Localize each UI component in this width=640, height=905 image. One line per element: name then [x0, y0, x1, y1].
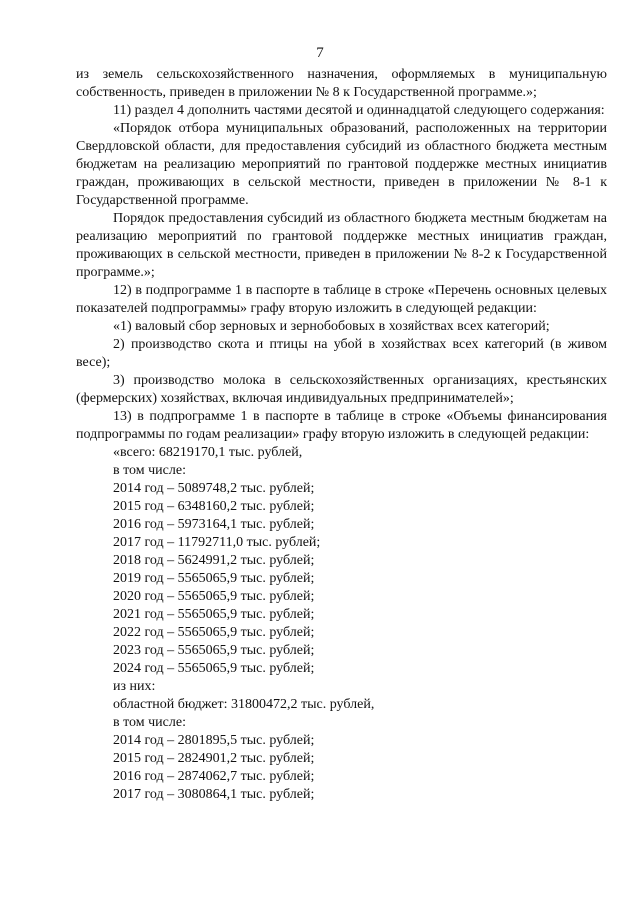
amount-line: 2017 год – 3080864,1 тыс. рублей;: [113, 787, 315, 802]
amount-line: 2018 год – 5624991,2 тыс. рублей;: [113, 553, 315, 568]
amount-line: «всего: 68219170,1 тыс. рублей,: [113, 445, 303, 460]
amount-line: 2024 год – 5565065,9 тыс. рублей;: [113, 661, 315, 676]
amount-line: 2017 год – 11792711,0 тыс. рублей;: [113, 535, 321, 550]
amount-line: 2019 год – 5565065,9 тыс. рублей;: [113, 571, 315, 586]
paragraph: из земель сельскохозяйственного назначения, оформляемых в муниципальную собственность, приведен в приложении № 8 к Государственной программе.»;: [76, 67, 607, 100]
amount-line: областной бюджет: 31800472,2 тыс. рублей,: [113, 697, 375, 712]
paragraph: 3) производство молока в сельскохозяйственных организациях, крестьянских (фермерских) хозяйствах, включая индивидуальных предпринимателей»;: [76, 373, 607, 406]
amount-line: 2022 год – 5565065,9 тыс. рублей;: [113, 625, 315, 640]
paragraph: 12) в подпрограмме 1 в паспорте в таблице в строке «Перечень основных целевых показателей подпрограммы» графу вторую изложить в следующей редакции:: [76, 283, 607, 316]
amount-line: 2016 год – 5973164,1 тыс. рублей;: [113, 517, 315, 532]
page-number: 7: [316, 45, 324, 61]
amount-line: 2014 год – 5089748,2 тыс. рублей;: [113, 481, 315, 496]
amount-line: 2020 год – 5565065,9 тыс. рублей;: [113, 589, 315, 604]
amount-line: 2015 год – 2824901,2 тыс. рублей;: [113, 751, 315, 766]
amount-line: из них:: [113, 679, 156, 694]
amount-line: 2014 год – 2801895,5 тыс. рублей;: [113, 733, 315, 748]
paragraph: «1) валовый сбор зерновых и зернобобовых в хозяйствах всех категорий;: [113, 319, 550, 334]
paragraph: 13) в подпрограмме 1 в паспорте в таблице в строке «Объемы финансирования подпрограммы по годам реализации» графу вторую изложить в следующей редакции:: [76, 409, 607, 442]
amount-line: 2015 год – 6348160,2 тыс. рублей;: [113, 499, 315, 514]
amount-line: в том числе:: [113, 715, 186, 730]
funding-amounts: [76, 444, 607, 804]
amount-line: 2016 год – 2874062,7 тыс. рублей;: [113, 769, 315, 784]
amount-line: 2023 год – 5565065,9 тыс. рублей;: [113, 643, 315, 658]
paragraph: 11) раздел 4 дополнить частями десятой и одиннадцатой следующего содержания:: [113, 103, 605, 118]
amount-line: в том числе:: [113, 463, 186, 478]
paragraph: 2) производство скота и птицы на убой в хозяйствах всех категорий (в живом весе);: [76, 337, 607, 370]
amount-line: 2021 год – 5565065,9 тыс. рублей;: [113, 607, 315, 622]
paragraph: «Порядок отбора муниципальных образований, расположенных на территории Свердловской области, для предоставления субсидий из областного бюджета местным бюджетам на реализацию мероприятий по грантовой поддержке местных инициатив граждан, проживающих в сельской местности, приведен в приложении № 8-1 к Государственной программе.: [76, 121, 607, 208]
document-body: [76, 66, 607, 804]
paragraph: Порядок предоставления субсидий из областного бюджета местным бюджетам на реализацию мероприятий по грантовой поддержке местных инициатив граждан, проживающих в сельской местности, приведен в приложении № 8-2 к Государственной программе.»;: [76, 211, 607, 280]
